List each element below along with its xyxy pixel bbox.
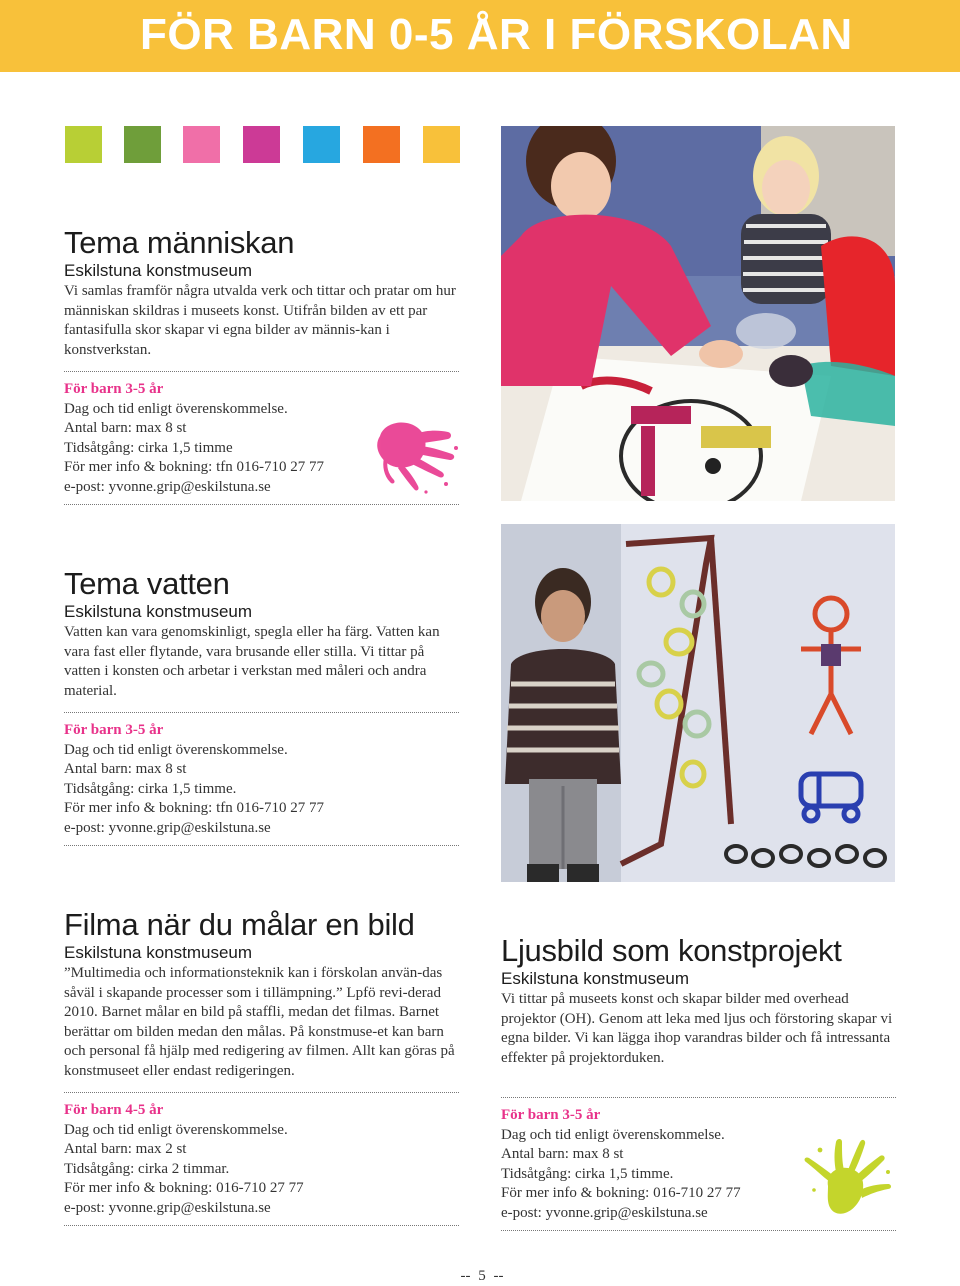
swatch-yellow [423,126,460,163]
dotted-divider [501,1092,896,1098]
swatch-orange [363,126,400,163]
email-line: e-post: yvonne.grip@eskilstuna.se [501,1204,708,1221]
header-banner [0,0,960,72]
color-swatch-row [65,126,460,163]
section-subtitle: Eskilstuna konstmuseum [64,943,253,962]
page-number-value: 5 [478,1268,486,1284]
swatch-green [124,126,161,163]
section-title: Tema vatten [64,566,230,601]
green-handprint-icon [800,1138,895,1233]
age-label: För barn 4-5 år [64,1102,164,1118]
detail-line: För mer info & bokning: 016-710 27 77 [64,1180,304,1196]
detail-line: Dag och tid enligt överenskommelse. [64,400,288,417]
swatch-lime [65,126,102,163]
email-line: e-post: yvonne.grip@eskilstuna.se [64,819,271,836]
section-subtitle: Eskilstuna konstmuseum [501,969,690,988]
section-title: Filma när du målar en bild [64,907,415,942]
section-body: Vi tittar på museets konst och skapar bilder med overhead projektor (OH). Genom att leka med ljus och förstoring skapar vi egna bilder. Vi kan lägga ihop varandras bilder och få intressanta effekter på projektorduken. [501,991,893,1066]
section-body: Vi samlas framför några utvalda verk och tittar och pratar om hur människan skildras i museets konst. Utifrån bilden av ett par fantasifulla skor skapar vi egna bilder av männis-kan i konstverkstan. [64,283,456,358]
section-body: ”Multimedia och informationsteknik kan i förskolan använ-das såväl i skapande processer som i tillämpning.” Lpfö revi-derad 2010. Barnet målar en bild på staffli, medan det filmas. Barnet berättar om bilden medan den målas. På konstmuse-et kan barn och personal få hjälp med redigering av filmen. Allt kan göras på konstmuseet eller endast redigeringen. [64,965,455,1079]
pink-handprint-icon [372,408,462,503]
email-line: e-post: yvonne.grip@eskilstuna.se [64,478,271,495]
detail-line: För mer info & bokning: tfn 016-710 27 77 [64,459,324,475]
detail-line: Tidsåtgång: cirka 1,5 timme [64,439,233,456]
boy-with-drawing-photo [501,524,895,882]
section-title: Ljusbild som konstprojekt [501,933,842,968]
detail-line: Antal barn: max 8 st [64,761,187,777]
age-label: För barn 3-5 år [501,1107,601,1123]
children-painting-photo [501,126,895,501]
detail-line: Antal barn: max 8 st [501,1146,624,1162]
detail-line: Dag och tid enligt överenskommelse. [501,1126,725,1143]
email-line: e-post: yvonne.grip@eskilstuna.se [64,1199,271,1216]
detail-line: För mer info & bokning: 016-710 27 77 [501,1185,741,1201]
page-title: FÖR BARN 0-5 ÅR I FÖRSKOLAN [140,10,853,59]
section-body: Vatten kan vara genomskinligt, spegla eller ha färg. Vatten kan vara fast eller flytande, vara brusande eller stilla. Vi tittar på vatten i konsten och arbetar i verkstan med måleri och andra material. [64,624,440,699]
detail-line: Antal barn: max 8 st [64,420,187,436]
page-dash-left: -- [460,1268,471,1284]
dotted-divider [64,707,459,713]
detail-line: Tidsåtgång: cirka 2 timmar. [64,1160,230,1177]
detail-line: Dag och tid enligt överenskommelse. [64,1121,288,1138]
section-filma [64,908,459,1234]
detail-line: Tidsåtgång: cirka 1,5 timme. [501,1165,674,1182]
detail-line: För mer info & bokning: tfn 016-710 27 77 [64,800,324,816]
section-subtitle: Eskilstuna konstmuseum [64,602,253,621]
dotted-divider [64,840,459,846]
section-tema-vatten [64,567,459,854]
age-label: För barn 3-5 år [64,722,164,738]
dotted-divider [64,1087,459,1093]
detail-line: Dag och tid enligt överenskommelse. [64,741,288,758]
detail-line: Antal barn: max 2 st [64,1141,187,1157]
page-number [0,1268,960,1285]
section-subtitle: Eskilstuna konstmuseum [64,261,253,280]
swatch-magenta [243,126,280,163]
swatch-pink [183,126,220,163]
dotted-divider [64,1220,459,1226]
page-dash-right: -- [493,1268,504,1284]
swatch-blue [303,126,340,163]
detail-line: Tidsåtgång: cirka 1,5 timme. [64,780,237,797]
age-label: För barn 3-5 år [64,381,164,397]
section-title: Tema människan [64,225,295,260]
dotted-divider [64,366,459,372]
